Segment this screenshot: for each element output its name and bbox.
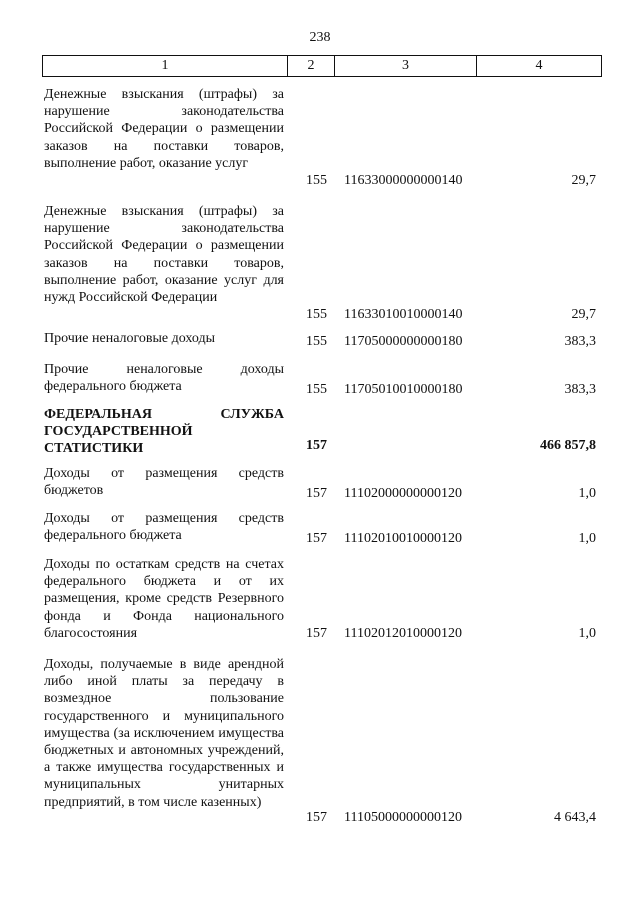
table-row bbox=[44, 510, 600, 547]
row-description: Прочие неналоговые доходы федерального бюджета bbox=[44, 362, 284, 395]
row-description: Прочие неналоговые доходы bbox=[44, 331, 216, 346]
row-amount: 1,0 bbox=[578, 530, 596, 546]
table-row bbox=[44, 556, 600, 642]
row-description: Доходы от размещения средств бюджетов bbox=[44, 466, 284, 499]
table-row bbox=[44, 406, 600, 457]
row-description: Денежные взыскания (штрафы) за нарушение законодательства Российской Федерации о размещении заказов на поставки товаров, выполнение работ, оказание услуг bbox=[44, 87, 284, 171]
row-description: Доходы, получаемые в виде арендной либо иной платы за передачу в возмездное пользование государственного и муниципального имущества (за исключением имущества бюджетных и автономных учреждений, а также имущества государственных и муниципальных унитарных предприятий, в том числе казенных) bbox=[44, 657, 284, 810]
row-amount: 29,7 bbox=[571, 306, 596, 322]
row-kbk: 11633010010000140 bbox=[344, 306, 463, 322]
row-code: 157 bbox=[306, 625, 327, 641]
row-amount: 383,3 bbox=[564, 333, 596, 349]
table-row bbox=[44, 330, 600, 350]
header-col-4: 4 bbox=[535, 58, 543, 73]
header-col-2: 2 bbox=[288, 56, 335, 76]
row-amount: 29,7 bbox=[571, 172, 596, 188]
row-kbk: 11102010010000120 bbox=[344, 530, 462, 546]
row-code: 157 bbox=[306, 809, 327, 825]
row-description: ФЕДЕРАЛЬНАЯ СЛУЖБА ГОСУДАРСТВЕННОЙ СТАТИСТИКИ bbox=[44, 407, 284, 457]
row-description: Доходы по остаткам средств на счетах федерального бюджета и от их размещения, кроме средств Резервного фонда и Фонда национального благосостояния bbox=[44, 557, 284, 641]
row-code: 157 bbox=[306, 530, 327, 546]
row-code: 155 bbox=[306, 172, 327, 188]
row-amount: 1,0 bbox=[578, 485, 596, 501]
row-description: Денежные взыскания (штрафы) за нарушение законодательства Российской Федерации о размещении заказов на поставки товаров, выполнение работ, оказание услуг для нужд Российской Федерации bbox=[44, 204, 284, 306]
header-col-3: 3 bbox=[335, 56, 477, 76]
table-row bbox=[44, 203, 600, 323]
page-number: 238 bbox=[309, 30, 331, 45]
row-amount: 1,0 bbox=[578, 625, 596, 641]
table-row bbox=[44, 656, 600, 826]
table-header bbox=[42, 55, 602, 77]
row-kbk: 11102012010000120 bbox=[344, 625, 462, 641]
table-row bbox=[44, 86, 600, 189]
row-code: 157 bbox=[306, 485, 327, 501]
header-col-1: 1 bbox=[43, 56, 288, 76]
row-kbk: 11705010010000180 bbox=[344, 381, 463, 397]
table-row bbox=[44, 361, 600, 398]
row-kbk: 11105000000000120 bbox=[344, 809, 462, 825]
row-amount: 383,3 bbox=[564, 381, 596, 397]
row-kbk: 11633000000000140 bbox=[344, 172, 463, 188]
row-kbk: 11102000000000120 bbox=[344, 485, 462, 501]
table-row bbox=[44, 465, 600, 502]
row-code: 155 bbox=[306, 333, 327, 349]
row-description: Доходы от размещения средств федерального бюджета bbox=[44, 511, 284, 544]
row-code: 155 bbox=[306, 306, 327, 322]
row-kbk: 11705000000000180 bbox=[344, 333, 463, 349]
row-code: 157 bbox=[306, 437, 327, 453]
row-amount: 466 857,8 bbox=[540, 437, 596, 453]
row-amount: 4 643,4 bbox=[554, 809, 596, 825]
row-code: 155 bbox=[306, 381, 327, 397]
